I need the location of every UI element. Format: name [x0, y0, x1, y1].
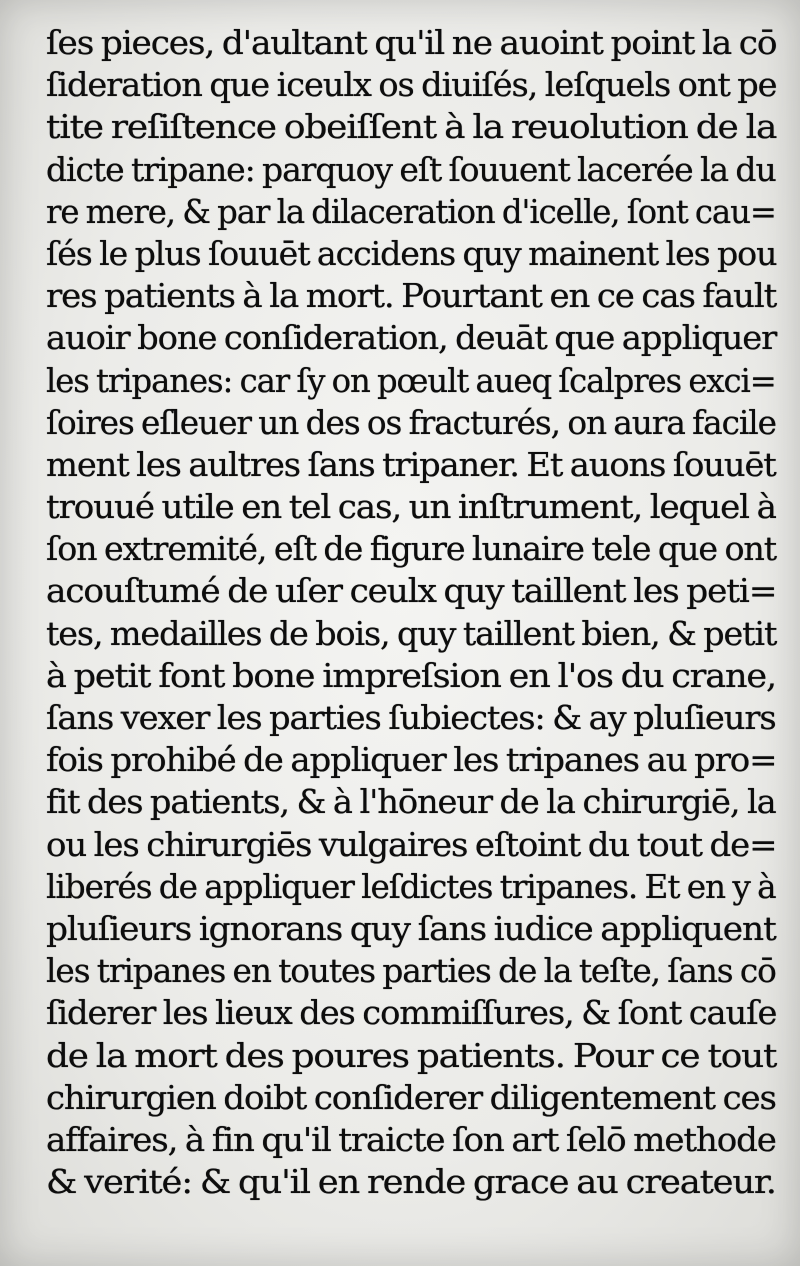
text-line: ſiderer les lieux des commiſſures, & ſont cauſe — [46, 993, 777, 1033]
body-text — [46, 22, 776, 1203]
text-line: acouſtumé de uſer ceulx quy taillent les peti= — [46, 571, 777, 611]
text-line: re mere, & par la dilaceration d'icelle, ſont cau= — [46, 191, 776, 231]
text-line: chirurgien doibt conſiderer diligentement ces — [46, 1077, 776, 1117]
text-line: dicte tripane: parquoy eſt ſouuent lacerée la du — [46, 149, 776, 189]
text-line: fois prohibé de appliquer les tripanes au pro= — [46, 740, 777, 780]
text-line: fit des patients, & à l'hōneur de la chirurgiē, la — [46, 782, 776, 822]
text-line: & verité: & qu'il en rende grace au createur. — [46, 1162, 776, 1202]
text-line: ſans vexer les parties ſubiectes: & ay pluſieurs — [46, 698, 776, 737]
text-line: ou les chirurgiēs vulgaires eſtoint du tout de= — [46, 824, 777, 864]
text-line: ment les aultres ſans tripaner. Et auons ſouuēt — [46, 444, 776, 484]
text-line: auoir bone conſideration, deuāt que appliquer — [46, 318, 777, 358]
text-line: ſoires eſleuer un des os fracturés, on aura facile — [46, 402, 776, 442]
text-line: liberés de appliquer leſdictes tripanes. Et en y à — [46, 866, 776, 906]
text-line: trouué utile en tel cas, un inſtrument, lequel à — [46, 487, 776, 527]
text-line: ſés le plus ſouuēt accidens quy mainent les pou — [46, 233, 777, 273]
text-line: ſideration que iceulx os diuiſés, leſquels ont pe — [46, 65, 777, 105]
text-line: res patients à la mort. Pourtant en ce cas fault — [46, 276, 777, 316]
text-line: ſon extremité, eſt de figure lunaire tele que ont — [46, 529, 777, 569]
text-line: ſes pieces, d'aultant qu'il ne auoint point la cō — [46, 23, 777, 62]
text-line: les tripanes en toutes parties de la teſte, ſans cō — [46, 951, 776, 991]
text-line: affaires, à fin qu'il traicte ſon art ſelō methode — [46, 1119, 776, 1159]
text-line: les tripanes: car ſy on pœult aueq ſcalpres exci= — [46, 360, 776, 400]
text-line: pluſieurs ignorans quy ſans iudice appliquent — [46, 908, 776, 948]
text-line: tite reſiſtence obeiſſent à la reuolution de la — [46, 107, 777, 147]
text-line: tes, medailles de bois, quy taillent bien, & petit — [46, 613, 777, 653]
text-line: de la mort des poures patients. Pour ce tout — [46, 1035, 777, 1075]
text-line: à petit font bone impreſsion en l'os du crane, — [46, 655, 777, 695]
